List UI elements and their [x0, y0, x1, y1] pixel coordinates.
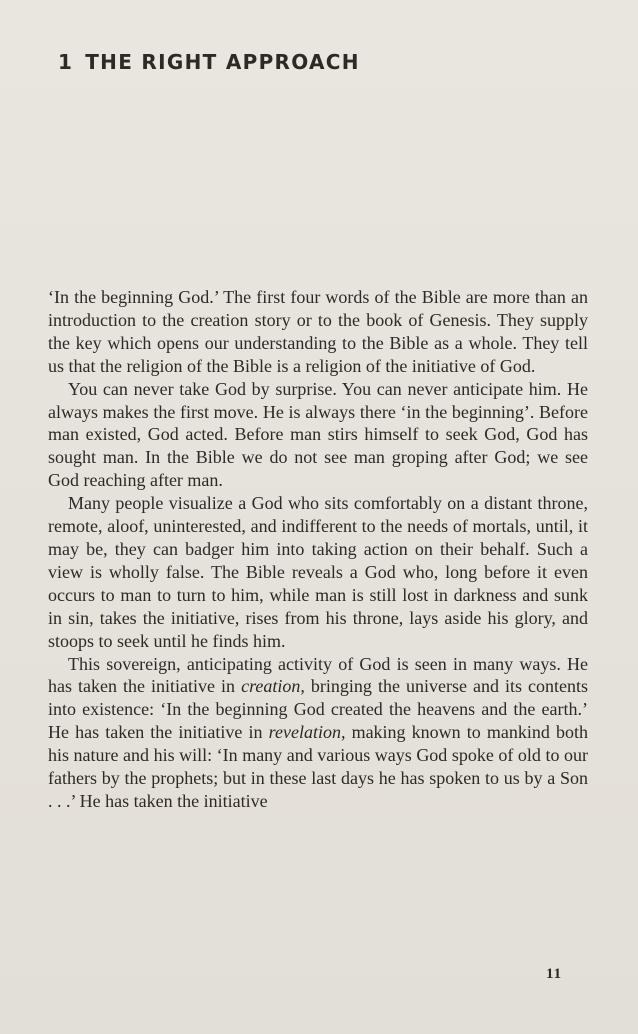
body-text: [48, 286, 588, 813]
revelation-emphasis: revelation,: [268, 722, 346, 743]
paragraph-4-part-2: bringing the universe and its contents into existence: ‘In the beginning God created the heavens and the earth.’ He has taken the initiative in: [48, 676, 588, 743]
paragraph-1: ‘In the beginning God.’ The first four words of the Bible are more than an introduction to the creation story or to the book of Genesis. They supply the key which opens our understanding to the Bible as a whole. They tell us that the religion of the Bible is a religion of the initiative of God.: [48, 287, 588, 376]
chapter-title: THE RIGHT APPROACH: [85, 50, 360, 74]
paragraph-4-part-3: making known to mankind both his nature and his will: ‘In many and various ways God spoke of old to our fathers by the prophets; but in these last days he has spoken to us by a Son . . .’ He has taken the initiative: [48, 722, 589, 811]
paragraph-2: You can never take God by surprise. You can never anticipate him. He always makes the first move. He is always there ‘in the beginning’. Before man existed, God acted. Before man stirs himself to seek God, God has sought man. In the Bible we do not see man groping after God; we see God reaching after man.: [48, 378, 588, 491]
creation-emphasis: creation,: [241, 676, 305, 697]
chapter-number: 1: [58, 50, 74, 74]
paragraph-4: [48, 653, 588, 813]
paragraph-3: Many people visualize a God who sits comfortably on a distant throne, remote, aloof, uninterested, and indifferent to the needs of mortals, until, it may be, they can badger him into taking action on their behalf. Such a view is wholly false. The Bible reveals a God who, long before it even occurs to man to turn to him, while man is still lost in darkness and sunk in sin, takes the initiative, rises from his throne, lays aside his glory, and stoops to seek until he finds him.: [48, 493, 588, 651]
page-number: 11: [546, 966, 563, 982]
chapter-heading: [58, 50, 360, 74]
paragraph-4-part-1: This sovereign, anticipating activity of God is seen in many ways. He has taken the initiative in: [48, 653, 588, 697]
